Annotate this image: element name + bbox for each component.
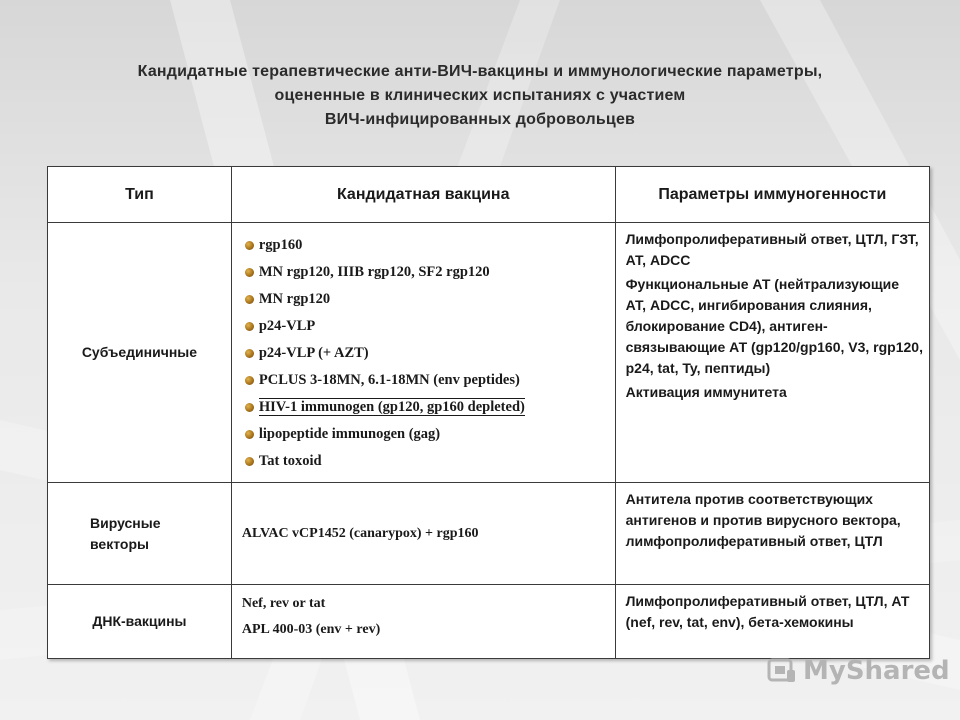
table-row-viral-vectors [48,483,930,585]
watermark-text: MyShared [803,656,950,686]
vaccine-cell [231,223,615,483]
vaccine-table [47,166,930,659]
type-line: векторы [90,535,149,552]
params-cell: Лимфопролиферативный ответ, ЦТЛ, АТ (nef, rev, tat, env), бета-хемокины [615,585,929,659]
header-vaccine: Кандидатная вакцина [231,167,615,223]
vaccine-text: Nef, rev or tat [241,596,326,611]
vaccine-cell [231,483,615,585]
type-cell: ДНК-вакцины [48,585,232,659]
list-item: p24-VLP [245,313,614,340]
header-params: Параметры иммуногенности [615,167,929,223]
params-cell [615,223,929,483]
header-type: Тип [48,167,232,223]
param-text: Активация иммунитета [625,384,787,400]
table-row-dna [48,585,930,659]
list-item: MN rgp120 [245,286,614,313]
vaccine-list [233,224,614,481]
title-line-3: ВИЧ-инфицированных добровольцев [324,111,636,128]
title-line-2: оцененные в клинических испытаниях с участием [274,87,686,104]
list-item: MN rgp120, IIIB rgp120, SF2 rgp120 [245,259,614,286]
vaccine-text: ALVAC vCP1452 (canarypox) + rgp160 [241,525,479,541]
table-header-row [48,167,930,223]
list-item: PCLUS 3-18MN, 6.1-18MN (env peptides) [245,367,614,394]
page-title [40,60,920,132]
param-text: Лимфопролиферативный ответ, ЦТЛ, ГЗТ, АТ, ADCC [625,231,919,268]
type-line: Вирусные [90,514,161,531]
type-cell [48,483,232,585]
watermark-logo [767,656,950,686]
list-item: Tat toxoid [245,448,614,475]
params-cell: Антитела против соответствующих антигенов и против вирусного вектора, лимфопролиферативный ответ, ЦТЛ [615,483,929,585]
type-cell: Субъединичные [48,223,232,483]
list-item-label: HIV-1 immunogen (gp120, gp160 depleted) [258,399,525,415]
myshared-logo-icon [767,656,797,686]
list-item: p24-VLP (+ AZT) [245,340,614,367]
param-text: Функциональные АТ (нейтрализующие АТ, ADCC, ингибирования слияния, блокирование CD4), антиген-связывающие АТ (gp120/gp160, V3, rgp120, p24, tat, Ty, пептиды) [625,276,923,376]
list-item: rgp160 [245,232,614,259]
list-item-highlighted [245,394,614,421]
vaccine-text: APL 400-03 (env + rev) [241,622,381,637]
vaccine-cell [231,585,615,659]
table-row-subunit [48,223,930,483]
list-item: lipopeptide immunogen (gag) [245,421,614,448]
title-line-1: Кандидатные терапевтические анти-ВИЧ-вакцины и иммунологические параметры, [137,63,823,80]
